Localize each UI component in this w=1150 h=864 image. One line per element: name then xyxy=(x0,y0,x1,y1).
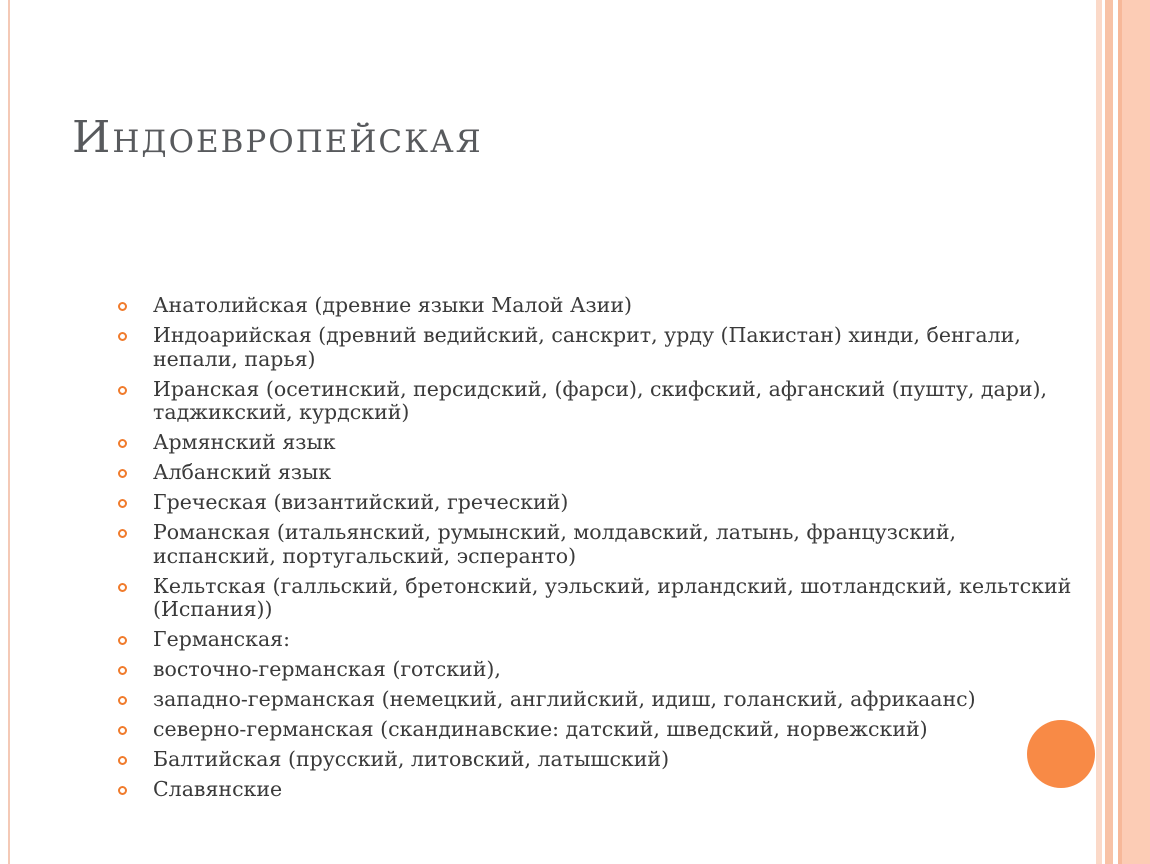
bullet-text: Балтийская (прусский, литовский, латышский) xyxy=(153,747,670,771)
bullet-text: Германская: xyxy=(153,627,291,651)
bullet-item xyxy=(118,294,1078,318)
bullet-item xyxy=(118,658,1078,682)
bullet-text: северно-германская (скандинавские: датский, шведский, норвежский) xyxy=(153,717,928,741)
slide-title: Индоевропейская xyxy=(72,112,483,163)
bullet-circle-icon xyxy=(118,756,127,765)
bullet-item xyxy=(118,491,1078,515)
bullet-item xyxy=(118,575,1078,622)
bullet-text: Греческая (византийский, греческий) xyxy=(153,490,569,514)
bullet-item xyxy=(118,778,1078,802)
bullet-text: восточно-германская (готский), xyxy=(153,657,501,681)
decorative-stripe xyxy=(1105,0,1113,864)
bullet-circle-icon xyxy=(118,636,127,645)
bullet-text: Славянские xyxy=(153,777,283,801)
bullet-item xyxy=(118,718,1078,742)
bullet-circle-icon xyxy=(118,439,127,448)
bullet-text: Албанский язык xyxy=(153,460,332,484)
bullet-text: Кельтская (галльский, бретонский, уэльский, ирландский, шотландский, кельтский (Испания)) xyxy=(153,573,1072,621)
bullet-circle-icon xyxy=(118,583,127,592)
bullet-circle-icon xyxy=(118,499,127,508)
bullet-item xyxy=(118,378,1078,425)
bullet-circle-icon xyxy=(118,529,127,538)
bullet-circle-icon xyxy=(118,666,127,675)
bullet-circle-icon xyxy=(118,696,127,705)
bullet-circle-icon xyxy=(118,726,127,735)
bullet-text: Романская (итальянский, румынский, молдавский, латынь, французский, испанский, португальский, эсперанто) xyxy=(153,520,957,568)
bullet-text: Иранская (осетинский, персидский, (фарси), скифский, афганский (пушту, дари), таджикский, курдский) xyxy=(153,376,1048,424)
bullet-text: Индоарийская (древний ведийский, санскрит, урду (Пакистан) хинди, бенгали, непали, парья) xyxy=(153,323,1021,371)
bullet-list xyxy=(118,294,1078,808)
bullet-item xyxy=(118,748,1078,772)
bullet-item xyxy=(118,628,1078,652)
bullet-item xyxy=(118,461,1078,485)
bullet-circle-icon xyxy=(118,302,127,311)
left-frame-line xyxy=(8,0,10,864)
bullet-circle-icon xyxy=(118,386,127,395)
bullet-item xyxy=(118,688,1078,712)
bullet-circle-icon xyxy=(118,786,127,795)
bullet-item xyxy=(118,324,1078,371)
bullet-text: западно-германская (немецкий, английский, идиш, голанский, африкаанс) xyxy=(153,687,976,711)
bullet-item xyxy=(118,521,1078,568)
bullet-circle-icon xyxy=(118,469,127,478)
bullet-text: Армянский язык xyxy=(153,430,336,454)
bullet-item xyxy=(118,431,1078,455)
bullet-circle-icon xyxy=(118,332,127,341)
bullet-text: Анатолийская (древние языки Малой Азии) xyxy=(153,293,633,317)
decorative-stripe xyxy=(1122,0,1150,864)
